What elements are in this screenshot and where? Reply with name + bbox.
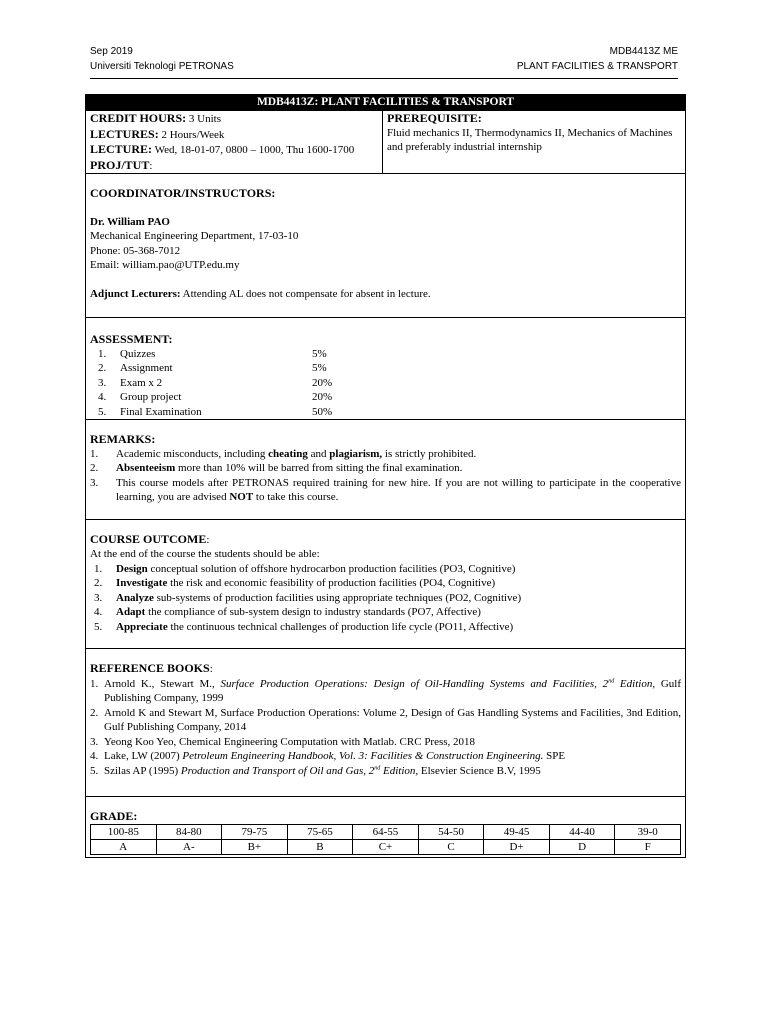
grade-range-cell: 84-80 [156, 824, 222, 839]
grade-range-cell: 39-0 [615, 824, 681, 839]
prerequisite-value: Fluid mechanics II, Thermodynamics II, Mechanics of Machines and preferably industrial internship [387, 126, 673, 153]
proj-tut-label: PROJ/TUT [90, 157, 150, 172]
outcome-item: 1. Design conceptual solution of offshore hydrocarbon production facilities (PO3, Cognitive) [94, 562, 516, 575]
grade-letter-cell: C [418, 839, 484, 854]
grade-letter-cell: B [287, 839, 353, 854]
grade-range-cell: 100-85 [91, 824, 157, 839]
prerequisite-info [383, 111, 685, 173]
reference-books-heading: REFERENCE BOOKS [90, 661, 210, 675]
credit-hours-label: CREDIT HOURS: [90, 111, 187, 125]
lecture-value: Wed, 18-01-07, 0800 – 1000, Thu 1600-1700 [152, 144, 355, 156]
grade-letter-cell: F [615, 839, 681, 854]
header-divider [90, 78, 678, 79]
credit-hours-value: 3 Units [186, 113, 221, 125]
course-outline-box [85, 94, 686, 858]
reference-item: 1. Arnold K., Stewart M., Surface Production Operations: Design of Oil-Handling Systems and Facilities, 2nd Edition, Gulf Publishing Company, 1999 [90, 677, 681, 704]
assessment-item: 3. Exam x 2 20% [98, 376, 333, 389]
grade-range-cell: 44-40 [549, 824, 615, 839]
assessment-section [86, 317, 685, 419]
reference-item: 2. Arnold K and Stewart M, Surface Production Operations: Volume 2, Design of Gas Handling Systems and Facilities, 3nd Edition, Gulf Publishing Company, 2014 [90, 706, 681, 733]
grade-range-cell: 75-65 [287, 824, 353, 839]
proj-tut-value: : [149, 159, 153, 172]
lectures-value: 2 Hours/Week [158, 128, 225, 141]
assessment-item: 5. Final Examination 50% [98, 405, 333, 418]
page-header [90, 44, 678, 74]
grade-section [86, 796, 685, 855]
prerequisite-label: PREREQUISITE: [387, 111, 482, 125]
adjunct-text: Attending AL does not compensate for absent in lecture. [180, 287, 431, 300]
grade-table [90, 824, 681, 855]
assessment-item: 1. Quizzes 5% [98, 347, 327, 360]
instructor-department: Mechanical Engineering Department, 17-03-10 [90, 230, 299, 242]
grade-letter-row [91, 839, 681, 854]
coordinator-section [86, 173, 685, 317]
reference-item: 5. Szilas AP (1995) Production and Transport of Oil and Gas, 2nd Edition, Elsevier Science B.V, 1995 [90, 764, 541, 777]
grade-range-cell: 49-45 [484, 824, 550, 839]
grade-letter-cell: A [91, 839, 157, 854]
outcome-item: 5. Appreciate the continuous technical challenges of production life cycle (PO11, Affective) [94, 620, 514, 633]
outcome-item: 4. Adapt the compliance of sub-system design to industry standards (PO7, Affective) [94, 606, 481, 618]
remark-item: 2. Absenteeism more than 10% will be barred from sitting the final examination. [90, 462, 463, 474]
course-info-section [86, 110, 685, 173]
grade-range-cell: 79-75 [222, 824, 288, 839]
reference-books-section: REFERENCE BOOKS: 1. Arnold K., Stewart M., Surface Production Operations: Design of Oil-Handling Systems and Facilities, 2nd Edition, Gulf Publishing Company, 1999 2. Arnold K and Stewart M, Surface Production Operations: Volume 2, Design of Gas Handling Systems and Facilities, 3nd Edition, Gulf Publishing Company, 2014 3. Yeong Koo Yeo, Chemical Engineering Computation with Matlab. CRC Press, 2018 4. Lake, LW (2007) Petroleum Engineering Handbook, Vol. 3: Facilities & Construction Engineering. SPE 5. Szilas AP (1995) Production and Transport of Oil and Gas, 2nd Edition, Elsevier Science B.V, 1995 [86, 648, 685, 796]
grade-letter-cell: D [549, 839, 615, 854]
lecture-label: LECTURE: [90, 142, 153, 156]
course-outcome-section: COURSE OUTCOME: At the end of the course the students should be able: 1. Design conceptual solution of offshore hydrocarbon production facilities (PO3, Cognitive) 2. Investigate the risk and economic feasibility of production facilities (PO4, Cognitive) 3. Analyze sub-systems of production facilities using appropriate techniques (PO2, Cognitive) 4. Adapt the compliance of sub-system design to industry standards (PO7, Affective) 5. Appreciate the continuous technical challenges of production life cycle (PO11, Affective) [86, 519, 685, 649]
remarks-heading: REMARKS: [90, 432, 156, 446]
header-course-subject: PLANT FACILITIES & TRANSPORT [516, 61, 678, 72]
reference-item: 3. Yeong Koo Yeo, Chemical Engineering Computation with Matlab. CRC Press, 2018 [90, 735, 476, 748]
reference-item: 4. Lake, LW (2007) Petroleum Engineering Handbook, Vol. 3: Facilities & Construction Engineering. SPE [90, 750, 566, 762]
grade-letter-cell: D+ [484, 839, 550, 854]
instructor-name: Dr. William PAO [90, 215, 170, 228]
grade-letter-cell: B+ [222, 839, 288, 854]
grade-range-cell: 64-55 [353, 824, 419, 839]
grade-heading: GRADE: [90, 809, 138, 823]
assessment-heading: ASSESSMENT: [90, 332, 173, 346]
header-course-code: MDB4413Z ME [609, 46, 678, 57]
grade-letter-cell: C+ [353, 839, 419, 854]
course-title: MDB4413Z: PLANT FACILITIES & TRANSPORT [86, 95, 685, 110]
assessment-item: 4. Group project 20% [98, 391, 333, 403]
header-date: Sep 2019 [90, 46, 133, 57]
outcome-item: 2. Investigate the risk and economic feasibility of production facilities (PO4, Cognitive) [94, 577, 496, 589]
schedule-info [86, 111, 383, 173]
remarks-section [86, 419, 685, 519]
lectures-label: LECTURES: [90, 126, 159, 141]
grade-letter-cell: A- [156, 839, 222, 854]
outcome-item: 3. Analyze sub-systems of production facilities using appropriate techniques (PO2, Cognitive) [94, 591, 522, 604]
course-outcome-intro: At the end of the course the students should be able: [90, 548, 320, 560]
grade-range-row [91, 824, 681, 839]
grade-range-cell: 54-50 [418, 824, 484, 839]
header-university: Universiti Teknologi PETRONAS [90, 61, 234, 72]
remark-item: 1. Academic misconducts, including cheating and plagiarism, is strictly prohibited. [90, 447, 477, 460]
coordinator-heading: COORDINATOR/INSTRUCTORS: [90, 186, 276, 200]
course-outcome-heading: COURSE OUTCOME [90, 531, 207, 546]
instructor-email: Email: william.pao@UTP.edu.my [90, 259, 240, 271]
adjunct-label: Adjunct Lecturers: [90, 287, 181, 300]
remark-item: 3. This course models after PETRONAS required training for new hire. If you are not willing to participate in the cooperative learning, you are advised NOT to take this course. [90, 476, 681, 503]
assessment-item: 2. Assignment 5% [98, 362, 327, 374]
instructor-phone: Phone: 05-368-7012 [90, 244, 181, 257]
